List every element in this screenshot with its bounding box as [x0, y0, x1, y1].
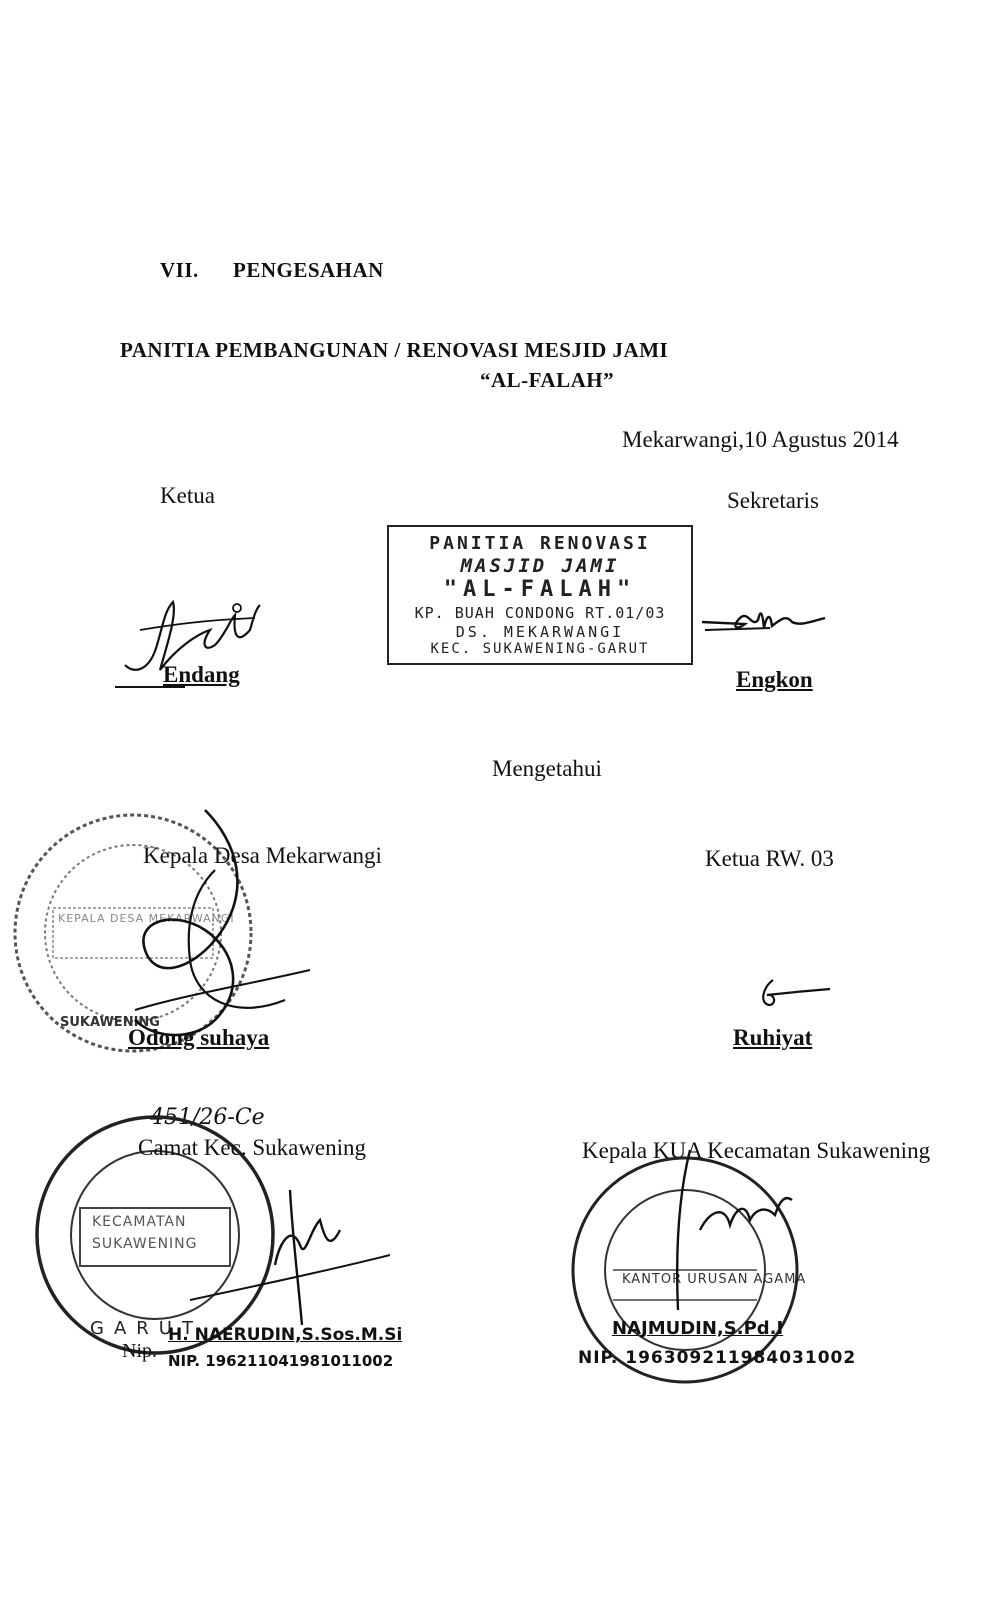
camat-name: H. NAERUDIN,S.Sos.M.Si — [168, 1325, 403, 1345]
desa-stamp-center: KEPALA DESA MEKARWANGI — [58, 912, 235, 925]
kua-nip: NIP. 196309211984031002 — [578, 1348, 857, 1368]
camat-signature — [180, 1190, 400, 1330]
place-date: Mekarwangi,10 Agustus 2014 — [622, 427, 899, 452]
ketua-role: Ketua — [160, 483, 215, 508]
ketua-rw-name: Ruhiyat — [733, 1025, 813, 1050]
sekretaris-name: Engkon — [736, 667, 813, 692]
kepala-desa-name: Odong suhaya — [128, 1025, 270, 1050]
camat-role: Camat Kec. Sukawening — [138, 1135, 367, 1160]
ketua-name: Endang — [163, 662, 240, 687]
kua-stamp-center: KANTOR URUSAN AGAMA — [622, 1272, 807, 1287]
camat-nip: NIP. 196211041981011002 — [168, 1352, 394, 1370]
kua-role: Kepala KUA Kecamatan Sukawening — [582, 1138, 931, 1163]
mengetahui-label: Mengetahui — [492, 756, 602, 781]
stamp-line-5: DS. MEKARWANGI — [455, 623, 625, 641]
section-number: VII. — [160, 258, 199, 282]
stamp-line-2: MASJID JAMI — [460, 555, 620, 577]
committee-name: “AL-FALAH” — [480, 368, 615, 392]
stamp-line-4: KP. BUAH CONDONG RT.01/03 — [414, 604, 666, 622]
desa-stamp-side: SUKAWENING — [60, 1015, 160, 1030]
kua-signature — [620, 1140, 800, 1320]
stamp-line-6: KEC. SUKAWENING-GARUT — [430, 641, 650, 657]
sekretaris-role: Sekretaris — [727, 488, 819, 513]
stamp-line-3: "AL-FALAH" — [443, 577, 637, 602]
ketua-sign-line — [115, 686, 185, 688]
kepala-desa-role: Kepala Desa Mekarwangi — [143, 843, 382, 868]
kua-name: NAJMUDIN,S.Pd.I — [612, 1318, 784, 1339]
ketua-rw-signature — [755, 975, 835, 1015]
camat-stamp-center2: SUKAWENING — [92, 1236, 198, 1252]
camat-stamp-bottom: GARUT — [90, 1318, 203, 1339]
committee-stamp — [387, 525, 693, 665]
section-title: PENGESAHAN — [233, 258, 384, 282]
ketua-rw-role: Ketua RW. 03 — [705, 846, 834, 871]
camat-handwritten-note: 451/26-Ce — [150, 1105, 265, 1130]
committee-title: PANITIA PEMBANGUNAN / RENOVASI MESJID JAMI — [120, 338, 669, 362]
kepala-desa-signature — [95, 800, 315, 1060]
camat-nip-label: Nip. — [122, 1340, 157, 1362]
camat-stamp-center1: KECAMATAN — [92, 1214, 187, 1230]
stamp-line-1: PANITIA RENOVASI — [429, 533, 651, 554]
sekretaris-signature — [700, 600, 840, 650]
